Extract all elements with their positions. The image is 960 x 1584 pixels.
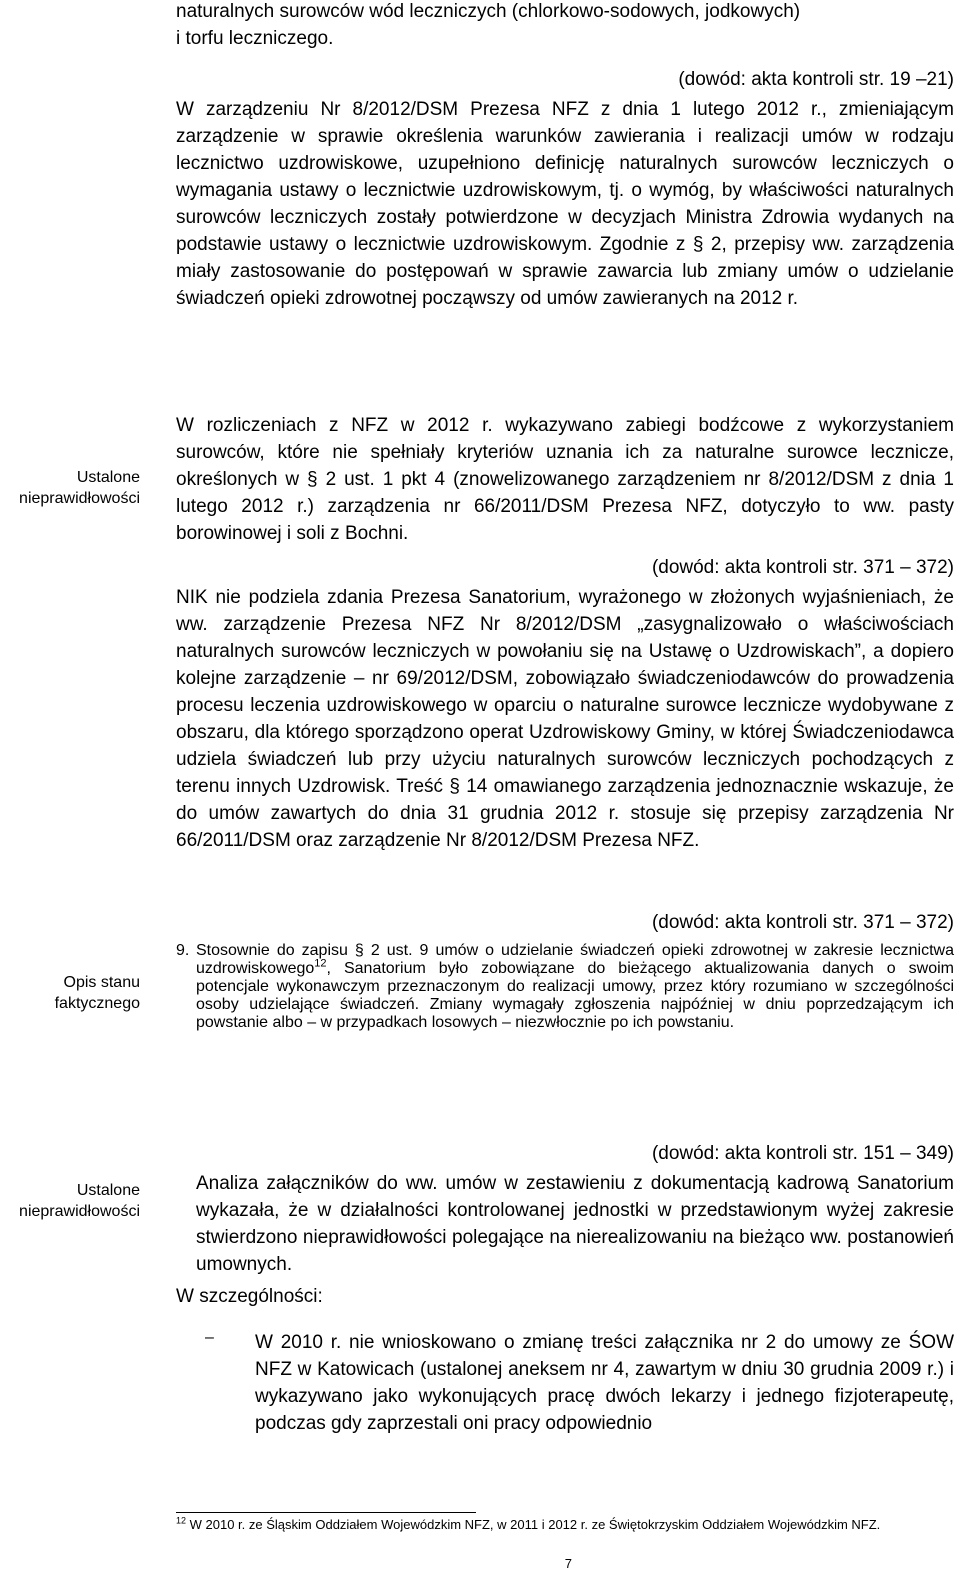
evidence-note-4: (dowód: akta kontroli str. 151 – 349) bbox=[651, 1143, 954, 1164]
footnote-number: 12 bbox=[176, 1515, 187, 1526]
paragraph-settlements: W rozliczeniach z NFZ w 2012 r. wykazywano zabiegi bodźcowe z wykorzystaniem surowców, które nie spełniały kryteriów uznania ich za naturalne surowce lecznicze, określonych w § 2 ust. 1 pkt 4 (znowelizowanego zarządzeniem nr 8/2012/DSM z dnia 1 lutego 2012 r.) zarządzenia nr 66/2011/DSM Prezesa NFZ, dotyczyło to ww. pasty borowinowej i soli z Bochni. bbox=[176, 415, 954, 544]
item-number: 9. bbox=[176, 942, 190, 959]
page-number: 7 bbox=[564, 1556, 572, 1571]
evidence-note-2: (dowód: akta kontroli str. 371 – 372) bbox=[651, 557, 954, 578]
sidebar-label-factual-state: Opis stanu faktycznego bbox=[54, 974, 140, 1012]
numbered-item-9 bbox=[176, 942, 954, 1032]
top-continuation: naturalnych surowców wód leczniczych (chlorkowo-sodowych, jodkowych) i torfu leczniczego. bbox=[176, 1, 801, 49]
paragraph-analysis: Analiza załączników do ww. umów w zestawieniu z dokumentacją kadrową Sanatorium wykazała, że w działalności kontrolowanej jednostki w przedstawionym wyżej zakresie stwierdzono nieprawidłowości polegające na nierealizowaniu na bieżąco ww. postanowień umownych. bbox=[196, 1173, 954, 1275]
footnote-text: W 2010 r. ze Śląskim Oddziałem Wojewódzkim NFZ, w 2011 i 2012 r. ze Świętokrzyskim Oddziałem Wojewódzkim NFZ. bbox=[189, 1517, 881, 1532]
dash-item-text: W 2010 r. nie wnioskowano o zmianę treści załącznika nr 2 do umowy ze ŚOW NFZ w Katowicach (ustalonej aneksem nr 4, zawartym w dniu 30 grudnia 2009 r.) i wykazywano jako wykonujących pracę dwóch lekarzy i jednego fizjoterapeutę, podczas gdy zaprzestali oni pracy odpowiednio bbox=[255, 1332, 954, 1434]
paragraph-in-particular: W szczególności: bbox=[176, 1286, 323, 1307]
item-9-text: Stosownie do zapisu § 2 ust. 9 umów o udzielanie świadczeń opieki zdrowotnej w zakresie lecznictwa uzdrowiskowego$^{12}$, Sanatorium było zobowiązane do bieżącego aktualizowania danych o swoim potencjale wykonawczym przeznaczonym do realizacji umowy, przez który rozumiano w szczególności osoby udzielające świadczeń. Zmiany wymagały zgłoszenia najpóźniej w dniu poprzedzającym ich powstanie albo – w przypadkach losowych – niezwłocznie po ich powstaniu. bbox=[196, 942, 954, 1031]
footnote-reference: 12 bbox=[314, 957, 327, 970]
dash-list-item bbox=[205, 1329, 954, 1437]
paragraph-nik-opinion: NIK nie podziela zdania Prezesa Sanatorium, wyrażonego w złożonych wyjaśnieniach, że ww. zarządzenie Prezesa NFZ Nr 8/2012/DSM „zasygnalizowało o właściwościach naturalnych surowców leczniczych w powołaniu się na Ustawę o Uzdrowiskach”, a dopiero kolejne zarządzenie – nr 69/2012/DSM, zobowiązało świadczeniodawców do prowadzenia procesu leczenia uzdrowiskowego w oparciu o naturalne surowce lecznicze wydobywane z obszaru, dla którego sporządzono operat Uzdrowiskowy Gminy, w której Świadczeniodawca udziela świadczeń lub przy użyciu naturalnych surowców leczniczych pochodzących z terenu innych Uzdrowisk. Treść § 14 omawianego zarządzenia jednoznacznie wskazuje, że do umów zawartych do dnia 31 grudnia 2012 r. stosuje się przepisy zarządzenia Nr 66/2011/DSM oraz zarządzenie Nr 8/2012/DSM Prezesa NFZ. bbox=[176, 587, 954, 851]
sidebar-label-irregularities-1: Ustalone nieprawidłowości bbox=[19, 469, 140, 507]
sidebar-label-irregularities-2: Ustalone nieprawidłowości bbox=[19, 1182, 140, 1220]
footnote bbox=[176, 1516, 880, 1534]
evidence-note-3: (dowód: akta kontroli str. 371 – 372) bbox=[651, 912, 954, 933]
evidence-note-1: (dowód: akta kontroli str. 19 –21) bbox=[678, 69, 954, 90]
dash-bullet: – bbox=[205, 1329, 214, 1346]
footnote-separator bbox=[176, 1512, 476, 1513]
paragraph-regulation: W zarządzeniu Nr 8/2012/DSM Prezesa NFZ z dnia 1 lutego 2012 r., zmieniającym zarządzenie w sprawie określenia warunków zawierania i realizacji umów w rodzaju lecznictwo uzdrowiskowe, uzupełniono definicję naturalnych surowców leczniczych o wymagania ustawy o lecznictwie uzdrowiskowym, tj. o wymóg, by właściwości naturalnych surowców leczniczych zostały potwierdzone w decyzjach Ministra Zdrowia wydanych na podstawie ustawy o lecznictwie uzdrowiskowym. Zgodnie z § 2, przepisy ww. zarządzenia miały zastosowanie do postępowań w sprawie zawarcia lub zmiany umów o udzielanie świadczeń opieki zdrowotnej począwszy od umów zawieranych na 2012 r. bbox=[176, 99, 954, 309]
